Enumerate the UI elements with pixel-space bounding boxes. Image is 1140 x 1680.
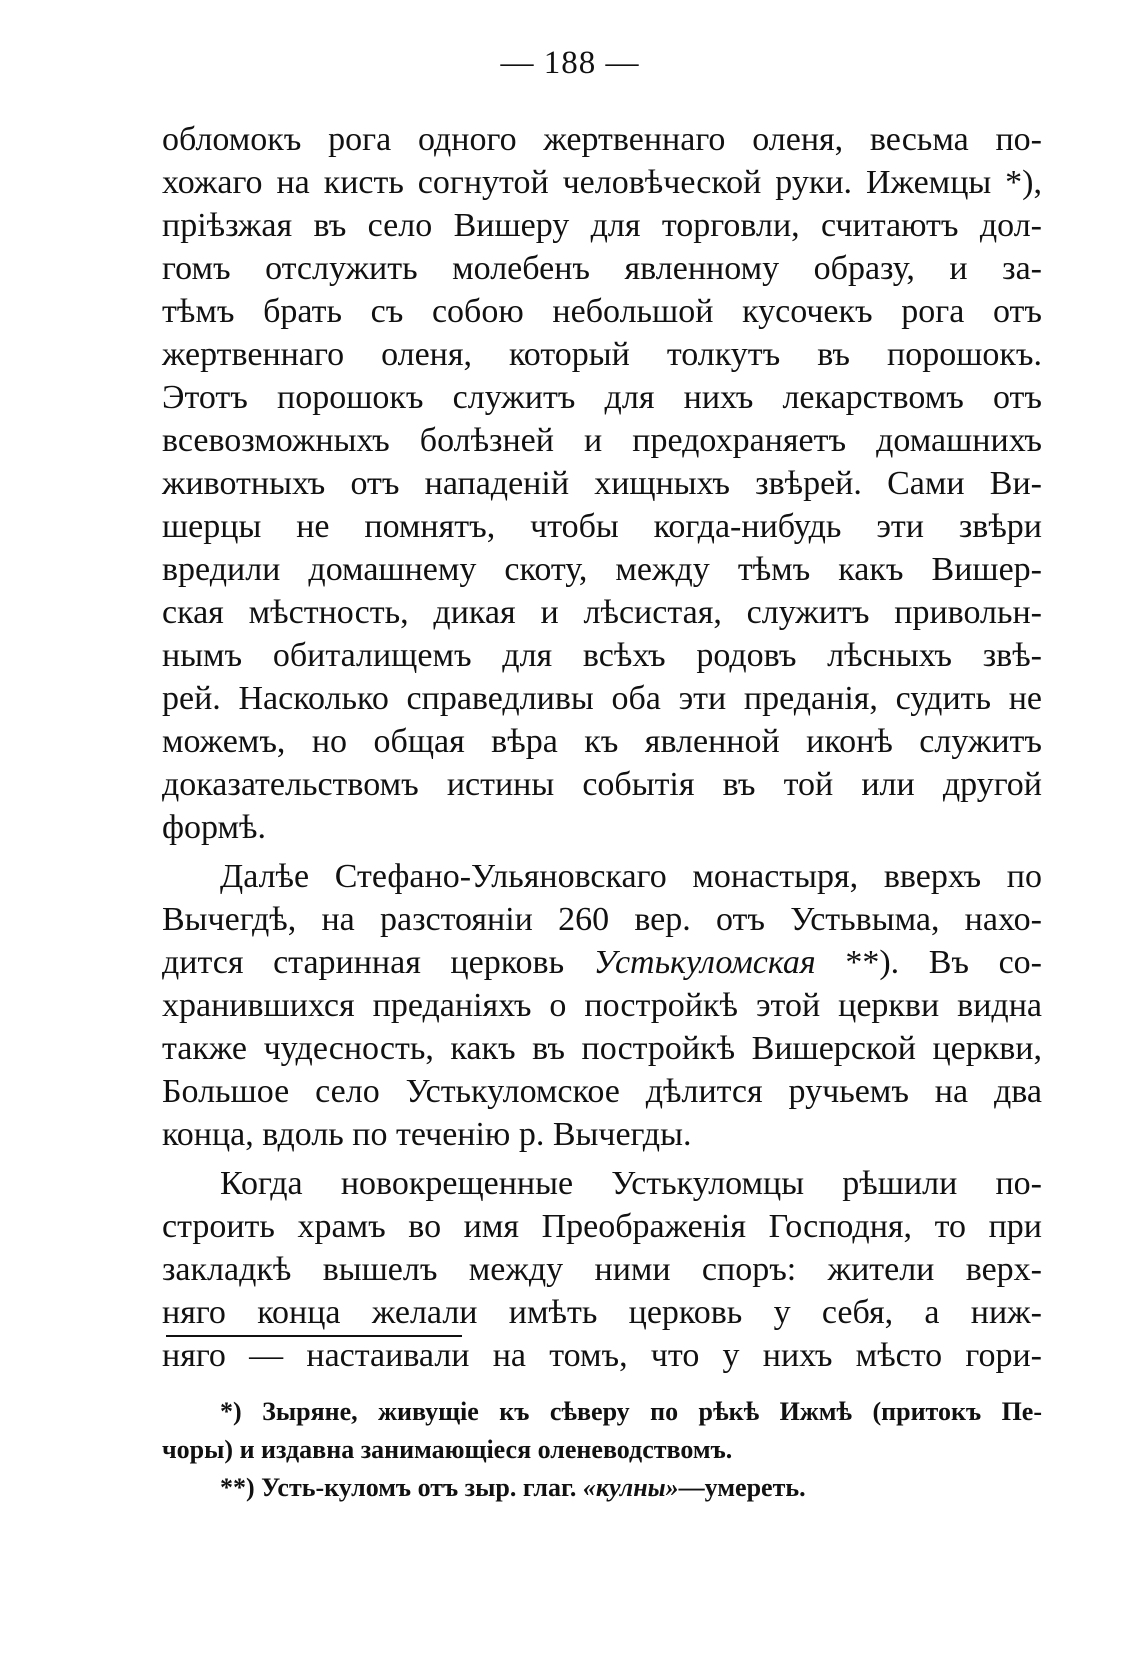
text-line: ская мѣстность, дикая и лѣсистая, служитъ привольн- (162, 594, 1042, 631)
text-line: гомъ отслужить молебенъ явленному образу, и за- (162, 250, 1042, 287)
text-line: можемъ, но общая вѣра къ явленной иконѣ служитъ (162, 723, 1042, 760)
text-line: доказательствомъ истины событія въ той или другой (162, 766, 1042, 803)
text-line: пріѣзжая въ село Вишеру для торговли, считаютъ дол- (162, 207, 1042, 244)
text-line: Большое село Устькуломское дѣлится ручьемъ на два (162, 1073, 1042, 1110)
footnotes (162, 1393, 1042, 1507)
text-line: всевозможныхъ болѣзней и предохраняетъ домашнихъ (162, 422, 1042, 459)
text-line: строить храмъ во имя Преображенія Господня, то при (162, 1208, 1042, 1245)
text-line: Этотъ порошокъ служитъ для нихъ лекарствомъ отъ (162, 379, 1042, 416)
text-line (162, 941, 1042, 984)
text-line: формѣ. (162, 809, 266, 846)
text-line: жертвеннаго оленя, который толкутъ въ порошокъ. (162, 336, 1042, 373)
text-line: няго — настаивали на томъ, что у нихъ мѣсто гори- (162, 1337, 1042, 1374)
text-line: обломокъ рога одного жертвеннаго оленя, весьма по- (162, 121, 1042, 158)
main-text (162, 118, 1042, 1377)
text-line: тѣмъ брать съ собою небольшой кусочекъ рога отъ (162, 293, 1042, 330)
footnote-segment: **) Усть-куломъ отъ зыр. глаг. (220, 1473, 583, 1502)
page-number: — 188 — (500, 45, 640, 81)
text-line: няго конца желали имѣть церковь у себя, а ниж- (162, 1294, 1042, 1331)
text-line: нымъ обиталищемъ для всѣхъ родовъ лѣсныхъ звѣ- (162, 637, 1042, 674)
text-line: конца, вдоль по теченію р. Вычегды. (162, 1116, 692, 1153)
footnote-line (162, 1469, 1042, 1507)
text-line: Когда новокрещенные Устькуломцы рѣшили по- (220, 1165, 1042, 1202)
text-line: Вычегдѣ, на разстояніи 260 вер. отъ Устьвыма, нахо- (162, 901, 1042, 938)
footnote-line: *) Зыряне, живущіе къ сѣверу по рѣкѣ Ижмѣ (притокъ Пе- (220, 1397, 1042, 1426)
footnote-divider (166, 1335, 462, 1337)
italic-church-name: Устькуломская (593, 944, 816, 981)
text-line: животныхъ отъ нападеній хищныхъ звѣрей. Сами Ви- (162, 465, 1042, 502)
text-segment: дится старинная церковь (162, 944, 594, 981)
text-line: хранившихся преданіяхъ о постройкѣ этой церкви видна (162, 987, 1042, 1024)
text-line: рей. Насколько справедливы оба эти преданія, судить не (162, 680, 1042, 717)
footnote-italic-word: «кулны» (582, 1473, 679, 1502)
text-line: вредили домашнему скоту, между тѣмъ какъ Вишер- (162, 551, 1042, 588)
text-line: хожаго на кисть согнутой человѣческой руки. Ижемцы *), (162, 164, 1042, 201)
text-segment: **). Въ со- (815, 944, 1042, 981)
footnote-line: чоры) и издавна занимающіеся оленеводствомъ. (162, 1435, 733, 1464)
text-line: закладкѣ вышелъ между ними споръ: жители верх- (162, 1251, 1042, 1288)
footnote-segment: —умереть. (678, 1473, 806, 1502)
text-line: Далѣе Стефано-Ульяновскаго монастыря, вверхъ по (220, 858, 1042, 895)
text-line: шерцы не помнятъ, чтобы когда-нибудь эти звѣри (162, 508, 1042, 545)
text-line: также чудесность, какъ въ постройкѣ Вишерской церкви, (162, 1030, 1042, 1067)
